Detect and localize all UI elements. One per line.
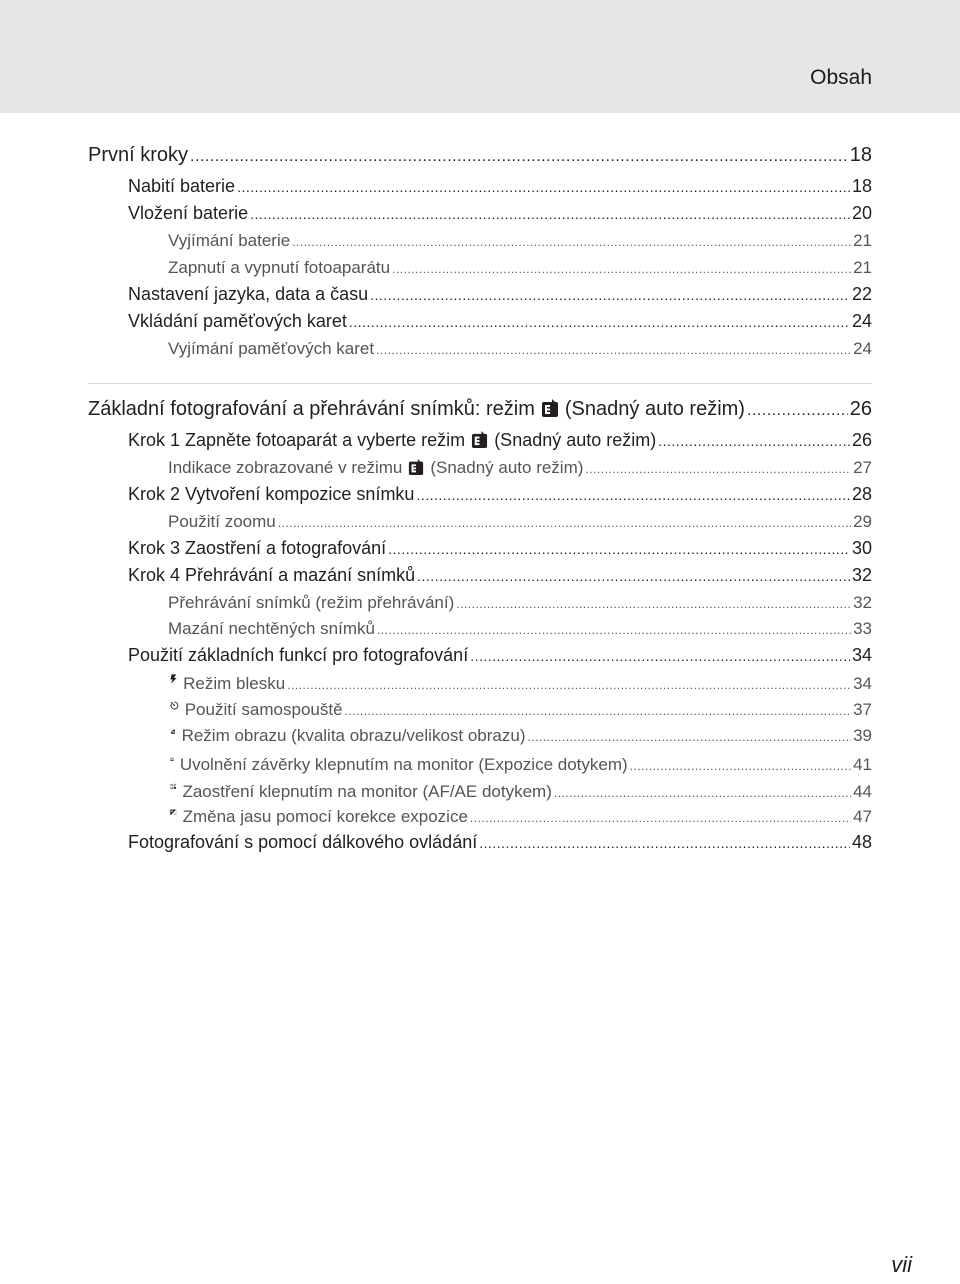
toc-entry-page: 34 (851, 645, 872, 665)
touch-shutter-icon (170, 749, 174, 770)
toc-entry-title: Nastavení jazyka, data a času (128, 284, 369, 304)
toc-entry-page: 29 (853, 512, 872, 531)
toc-entry-title: Zaostření klepnutím na monitor (AF/AE dotykem) (182, 782, 552, 801)
toc-entry-title: Režim obrazu (kvalita obrazu/velikost obrazu) (181, 726, 526, 745)
toc-leader-dots (658, 428, 850, 455)
toc-entry[interactable] (128, 829, 872, 856)
toc-entry[interactable] (128, 281, 872, 308)
toc-leader-dots (470, 643, 850, 670)
toc-leader-dots (585, 456, 851, 483)
toc-entry[interactable] (168, 749, 872, 776)
toc-leader-dots (190, 143, 848, 170)
toc-entry-page: 24 (853, 339, 872, 358)
toc-entry[interactable] (128, 562, 872, 589)
toc-entry[interactable] (128, 173, 872, 200)
toc-entry-title: Krok 2 Vytvoření kompozice snímku (128, 484, 415, 504)
toc-entry-page: 33 (853, 619, 872, 638)
toc-entry-page: 30 (851, 538, 872, 558)
toc-entry-title (128, 427, 656, 454)
toc-entry-title: Použití zoomu (168, 512, 276, 531)
toc-entry[interactable] (168, 669, 872, 696)
toc-leader-dots (349, 309, 850, 336)
toc-entry[interactable] (88, 142, 872, 169)
toc-entry-title: První kroky (88, 144, 189, 166)
toc-entry-page: 47 (853, 807, 872, 826)
toc-entry-title-part: (Snadný auto režim) (494, 430, 657, 450)
toc-entry-page: 39 (853, 726, 872, 745)
toc-entry-title: Uvolnění závěrky klepnutím na monitor (Expozice dotykem) (179, 755, 628, 774)
toc-entry-title: Zapnutí a vypnutí fotoaparátu (168, 258, 391, 277)
toc-leader-dots (416, 482, 850, 509)
toc-leader-dots (377, 617, 851, 644)
toc-entry-title: Vkládání paměťových karet (128, 311, 347, 331)
toc-entry-page: 21 (853, 258, 872, 277)
toc-entry-title: Změna jasu pomocí korekce expozice (182, 807, 468, 826)
toc-entry[interactable] (128, 535, 872, 562)
toc-entry-page: 48 (851, 832, 872, 852)
toc-entry-page: 34 (853, 674, 872, 693)
toc-leader-dots (278, 510, 851, 537)
toc-entry[interactable] (168, 722, 872, 749)
exposure-compensation-icon (170, 803, 177, 822)
toc-entry-title-part: Základní fotografování a přehrávání snímků: režim (88, 398, 535, 420)
toc-entry-title: Fotografování s pomocí dálkového ovládání (128, 832, 478, 852)
toc-entry-title: Vložení baterie (128, 203, 249, 223)
toc-entry-title (168, 454, 583, 481)
toc-entry-page: 37 (853, 700, 872, 719)
toc-entry[interactable] (128, 642, 872, 669)
toc-leader-dots (237, 174, 850, 201)
toc-entry-title-part: (Snadný auto režim) (430, 458, 584, 477)
toc-entry[interactable] (128, 481, 872, 508)
toc-leader-dots (376, 337, 851, 364)
image-mode-icon (170, 722, 176, 741)
toc-leader-dots (417, 563, 850, 590)
toc-entry-title: Vyjímání baterie (168, 231, 291, 250)
toc-entry-page: 26 (851, 430, 872, 450)
svg-text:AE: AE (170, 786, 174, 790)
toc-entry-page: 26 (849, 398, 872, 420)
toc-entry-page: 32 (853, 593, 872, 612)
toc-leader-dots (388, 536, 850, 563)
toc-leader-dots (292, 229, 851, 256)
toc-leader-dots (479, 830, 850, 857)
toc-leader-dots (345, 698, 852, 725)
toc-entry-title: Nabití baterie (128, 176, 236, 196)
page-header (0, 0, 960, 113)
toc-entry-page: 44 (853, 782, 872, 801)
toc-entry[interactable] (88, 396, 872, 423)
toc-entry[interactable] (168, 696, 872, 723)
toc-entry-title: Krok 3 Zaostření a fotografování (128, 538, 387, 558)
toc-entry-page: 28 (851, 484, 872, 504)
toc-entry-title (88, 396, 745, 423)
toc-entry[interactable] (128, 200, 872, 227)
toc-entry[interactable] (168, 335, 872, 362)
toc-leader-dots (747, 397, 848, 424)
toc-entry-page: 18 (849, 144, 872, 166)
toc-entry-title: Přehrávání snímků (režim přehrávání) (168, 593, 455, 612)
toc-entry-title: Použití základních funkcí pro fotografování (128, 645, 469, 665)
toc-entry-page: 32 (851, 565, 872, 585)
page-number: vii (891, 1252, 912, 1277)
toc-entry-title: Režim blesku (183, 674, 286, 693)
toc-leader-dots (527, 724, 851, 751)
toc-entry-title-part: Indikace zobrazované v režimu (168, 458, 403, 477)
toc-entry-title: Mazání nechtěných snímků (168, 619, 375, 638)
toc-leader-dots (392, 256, 851, 283)
easy-auto-icon (541, 398, 559, 418)
toc-entry[interactable] (128, 427, 872, 454)
toc-leader-dots (370, 282, 850, 309)
toc-entry[interactable] (168, 589, 872, 616)
easy-auto-icon (471, 430, 488, 449)
page-title: Obsah (810, 66, 872, 89)
toc-entry[interactable] (168, 254, 872, 281)
toc-entry[interactable] (168, 776, 872, 803)
self-timer-icon (170, 696, 179, 715)
toc-entry-page: 41 (853, 755, 872, 774)
toc-entry-title-part: (Snadný auto režim) (564, 398, 745, 420)
toc-entry[interactable] (168, 508, 872, 535)
toc-leader-dots (470, 805, 851, 832)
toc-leader-dots (287, 672, 851, 699)
toc-entry-page: 22 (851, 284, 872, 304)
flash-icon (170, 669, 177, 689)
toc-entry-page: 27 (853, 458, 872, 477)
toc-entry-page: 21 (853, 231, 872, 250)
toc-entry-title-part: Krok 1 Zapněte fotoaparát a vyberte režim (128, 430, 466, 450)
toc-leader-dots (250, 201, 850, 228)
easy-auto-icon (408, 458, 424, 476)
toc-entry[interactable] (168, 227, 872, 254)
toc-entry[interactable] (168, 454, 872, 481)
toc-entry-title: Použití samospouště (184, 700, 343, 719)
toc-entry-page: 20 (851, 203, 872, 223)
section-divider (88, 383, 872, 384)
toc-entry[interactable] (128, 308, 872, 335)
toc-entry[interactable] (168, 615, 872, 642)
toc-entry-page: 24 (851, 311, 872, 331)
toc-entry-title: Vyjímání paměťových karet (168, 339, 375, 358)
toc-entry-title: Krok 4 Přehrávání a mazání snímků (128, 565, 416, 585)
touch-af-ae-icon (170, 776, 176, 797)
toc-entry[interactable] (168, 803, 872, 830)
toc-entry-page: 18 (851, 176, 872, 196)
toc-leader-dots (456, 591, 851, 618)
svg-text:AF: AF (170, 783, 174, 787)
